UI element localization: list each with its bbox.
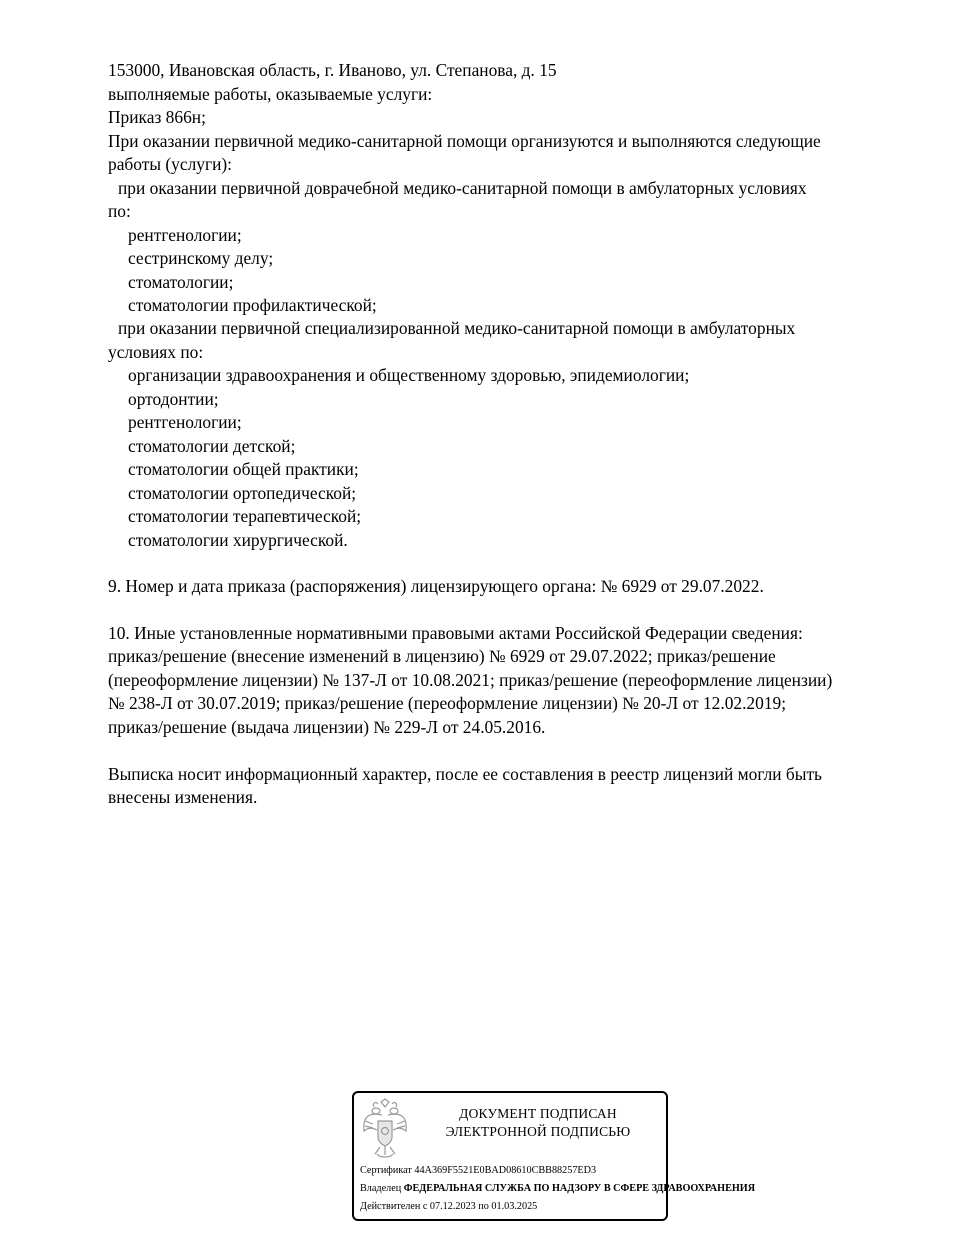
owner-line bbox=[360, 1182, 755, 1195]
item-10-line: приказ/решение (выдача лицензии) № 229-Л от 24.05.2016. bbox=[108, 717, 546, 737]
list-item: сестринскому делу; bbox=[128, 248, 274, 268]
signature-stamp bbox=[352, 1091, 756, 1221]
list-item: стоматологии профилактической; bbox=[128, 295, 377, 315]
item-10-line: (переоформление лицензии) № 137-Л от 10.08.2021; приказ/решение (переоформление лицензии) bbox=[108, 670, 833, 690]
list-item: стоматологии ортопедической; bbox=[128, 483, 357, 503]
section-heading: условиях по: bbox=[108, 342, 204, 362]
validity-line: Действителен с 07.12.2023 по 01.03.2025 bbox=[360, 1201, 538, 1212]
owner-value: ФЕДЕРАЛЬНАЯ СЛУЖБА ПО НАДЗОРУ В СФЕРЕ ЗДРАВООХРАНЕНИЯ bbox=[403, 1183, 756, 1194]
owner-label: Владелец bbox=[360, 1183, 402, 1194]
list-item: стоматологии детской; bbox=[128, 436, 296, 456]
address-line: 153000, Ивановская область, г. Иваново, ул. Степанова, д. 15 bbox=[108, 60, 557, 80]
certificate-value: 44A369F5521E0BAD08610CBB88257ED3 bbox=[414, 1165, 597, 1176]
item-10-heading: 10. Иные установленные нормативными правовыми актами Российской Федерации сведения: bbox=[108, 623, 803, 643]
list-item: стоматологии; bbox=[128, 272, 234, 292]
section-heading: при оказании первичной доврачебной медико-санитарной помощи в амбулаторных условиях bbox=[118, 178, 807, 198]
order-reference: Приказ 866н; bbox=[108, 107, 206, 127]
stamp-title-line: ДОКУМЕНТ ПОДПИСАН bbox=[459, 1106, 617, 1121]
certificate-label: Сертификат bbox=[360, 1165, 412, 1176]
disclaimer-line: Выписка носит информационный характер, после ее составления в реестр лицензий могли быть bbox=[108, 764, 822, 784]
section-heading: по: bbox=[108, 201, 131, 221]
list-item: рентгенологии; bbox=[128, 225, 242, 245]
paragraph-line: работы (услуги): bbox=[108, 154, 233, 174]
list-item: стоматологии терапевтической; bbox=[128, 506, 362, 526]
certificate-line bbox=[360, 1164, 596, 1177]
services-heading: выполняемые работы, оказываемые услуги: bbox=[108, 84, 433, 104]
list-item: ортодонтии; bbox=[128, 389, 219, 409]
coat-of-arms-icon bbox=[360, 1097, 410, 1159]
section-heading: при оказании первичной специализированной медико-санитарной помощи в амбулаторных bbox=[118, 318, 796, 338]
paragraph-line: При оказании первичной медико-санитарной помощи организуются и выполняются следующие bbox=[108, 131, 821, 151]
item-9-order: 9. Номер и дата приказа (распоряжения) лицензирующего органа: № 6929 от 29.07.2022. bbox=[108, 576, 764, 596]
item-10-line: приказ/решение (внесение изменений в лицензию) № 6929 от 29.07.2022; приказ/решение bbox=[108, 646, 776, 666]
list-item: стоматологии общей практики; bbox=[128, 459, 359, 479]
list-item: рентгенологии; bbox=[128, 412, 242, 432]
list-item: стоматологии хирургической. bbox=[128, 530, 348, 550]
item-10-line: № 238-Л от 30.07.2019; приказ/решение (переоформление лицензии) № 20-Л от 12.02.2019; bbox=[108, 693, 787, 713]
disclaimer-line: внесены изменения. bbox=[108, 787, 258, 807]
stamp-title-line: ЭЛЕКТРОННОЙ ПОДПИСЬЮ bbox=[445, 1124, 631, 1139]
list-item: организации здравоохранения и общественному здоровью, эпидемиологии; bbox=[128, 365, 690, 385]
